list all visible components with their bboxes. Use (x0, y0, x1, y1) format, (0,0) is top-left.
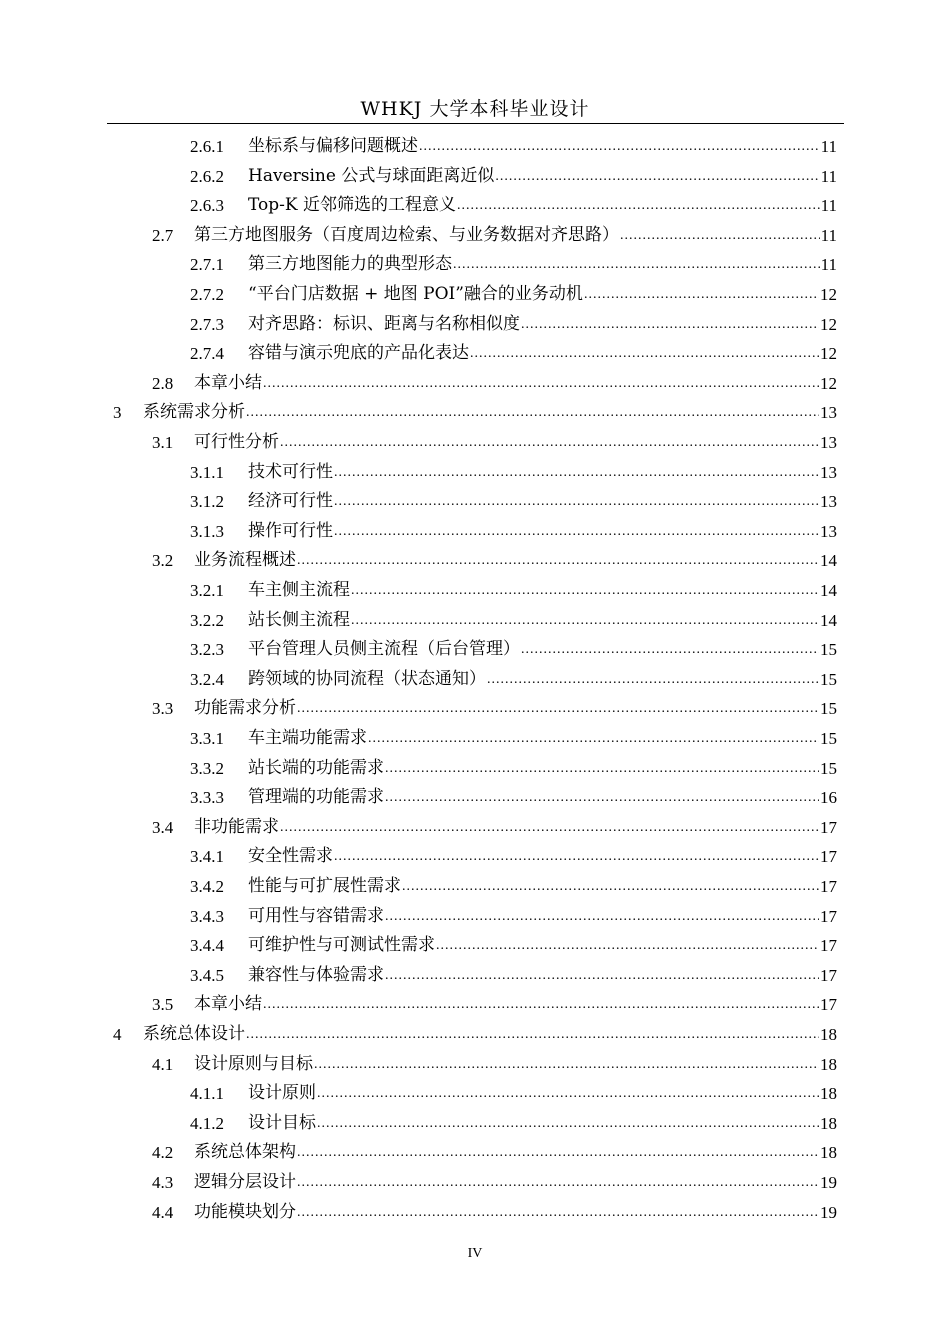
toc-leader-dots (457, 191, 820, 221)
toc-entry-number: 3.4.2 (190, 877, 224, 896)
toc-entry[interactable] (152, 1050, 837, 1080)
toc-entry-page: 18 (820, 1025, 837, 1044)
toc-entry-title: 站长侧主流程 (248, 609, 350, 630)
toc-entry[interactable] (190, 132, 837, 162)
toc-entry-title: “平台门店数据 + 地图 POI”融合的业务动机 (248, 284, 583, 304)
toc-entry-page: 12 (820, 373, 837, 393)
toc-entry-page: 11 (820, 166, 837, 186)
toc-entry-page: 17 (820, 906, 837, 926)
toc-entry-title: 功能模块划分 (194, 1201, 296, 1222)
toc-entry[interactable] (152, 369, 837, 399)
toc-entry-title: 坐标系与偏移问题概述 (248, 136, 418, 156)
toc-entry-number: 2.7 (152, 225, 174, 245)
toc-entry[interactable] (190, 162, 837, 192)
toc-leader-dots (385, 961, 819, 991)
toc-entry[interactable] (190, 310, 837, 340)
toc-entry-title: 可行性分析 (194, 432, 279, 452)
toc-entry-title: 经济可行性 (248, 491, 333, 512)
toc-entry-number: 4.2 (152, 1143, 174, 1163)
toc-entry-number: 3.4.4 (190, 936, 224, 956)
toc-entry-title: 跨领域的协同流程（状态通知） (248, 668, 486, 689)
toc-entry-number: 4.3 (152, 1173, 174, 1192)
toc-entry-number: 4.1 (152, 1054, 174, 1074)
toc-entry-page: 12 (820, 344, 837, 364)
toc-entry-page: 14 (820, 610, 837, 630)
toc-entry[interactable] (190, 931, 837, 961)
toc-leader-dots (246, 1020, 819, 1050)
toc-entry-page: 14 (820, 551, 837, 571)
toc-entry[interactable] (152, 1138, 837, 1168)
toc-entry-title: 车主侧主流程 (248, 580, 350, 600)
toc-entry-title: 系统总体设计 (143, 1024, 245, 1044)
toc-leader-dots (334, 487, 819, 517)
toc-entry[interactable] (152, 990, 837, 1020)
toc-entry[interactable] (152, 694, 837, 724)
toc-entry-number: 4 (113, 1025, 122, 1044)
toc-leader-dots (263, 990, 819, 1020)
toc-entry-title: 第三方地图服务（百度周边检索、与业务数据对齐思路） (194, 224, 619, 245)
toc-entry[interactable] (190, 458, 837, 488)
toc-entry-page: 19 (820, 1202, 837, 1222)
toc-entry-title: 功能需求分析 (194, 698, 296, 719)
toc-entry-number: 3.1.2 (190, 492, 224, 512)
toc-entry-title: 车主端功能需求 (248, 728, 367, 748)
toc-entry[interactable] (190, 872, 837, 902)
toc-leader-dots (297, 694, 819, 724)
toc-entry-number: 3.4.1 (190, 847, 224, 867)
toc-entry-title: 操作可行性 (248, 520, 333, 541)
toc-entry[interactable] (190, 754, 837, 784)
toc-entry[interactable] (152, 546, 837, 576)
toc-entry-title: 技术可行性 (248, 461, 333, 482)
toc-entry-title: 设计原则与目标 (194, 1053, 313, 1074)
header-rule (107, 123, 844, 124)
toc-leader-dots (419, 132, 820, 162)
toc-leader-dots (351, 606, 819, 636)
toc-entry-page: 18 (820, 1143, 837, 1163)
toc-entry[interactable] (152, 221, 837, 251)
toc-entry[interactable] (190, 902, 837, 932)
toc-entry[interactable] (190, 606, 837, 636)
toc-entry-number: 3.3.1 (190, 729, 224, 748)
toc-entry[interactable] (152, 813, 837, 843)
toc-leader-dots (487, 665, 819, 695)
toc-entry-title: 容错与演示兜底的产品化表达 (248, 343, 469, 364)
toc-entry[interactable] (190, 665, 837, 695)
toc-entry-page: 11 (820, 137, 837, 156)
toc-entry-title: 系统需求分析 (143, 402, 245, 423)
page-number: IV (467, 1246, 483, 1261)
toc-entry[interactable] (113, 1020, 837, 1050)
toc-entry-title: 系统总体架构 (194, 1142, 296, 1163)
toc-entry[interactable] (190, 191, 837, 221)
toc-entry-page: 13 (820, 433, 837, 452)
toc-entry-number: 2.8 (152, 373, 174, 393)
toc-entry-number: 3.3.3 (190, 788, 224, 808)
toc-entry-number: 3 (113, 403, 122, 423)
toc-entry-number: 3.1 (152, 433, 174, 452)
toc-entry-title: 本章小结 (194, 994, 262, 1015)
toc-entry-number: 3.1.1 (190, 462, 224, 482)
toc-entry-page: 12 (820, 285, 837, 304)
toc-entry-number: 2.7.3 (190, 314, 224, 334)
toc-leader-dots (317, 1109, 819, 1139)
toc-entry-page: 17 (820, 817, 837, 837)
toc-entry-page: 11 (820, 225, 837, 245)
toc-entry-number: 3.2.4 (190, 669, 224, 689)
toc-entry-page: 17 (820, 965, 837, 985)
toc-entry-title: 站长端的功能需求 (248, 757, 384, 778)
toc-entry-number: 3.3.2 (190, 758, 224, 778)
toc-entry-number: 3.2 (152, 551, 174, 571)
toc-entry[interactable] (152, 1198, 837, 1228)
toc-entry-title: 对齐思路：标识、距离与名称相似度 (248, 313, 520, 334)
toc-entry-page: 13 (820, 462, 837, 482)
toc-entry-page: 17 (820, 877, 837, 896)
toc-entry-page: 11 (820, 196, 837, 216)
toc-entry-number: 3.4.5 (190, 965, 224, 985)
toc-leader-dots (521, 310, 819, 340)
toc-leader-dots (334, 458, 819, 488)
toc-leader-dots (351, 576, 819, 606)
toc-entry-number: 3.4 (152, 817, 174, 837)
toc-entry-title: 非功能需求 (194, 816, 279, 837)
toc-entry[interactable] (190, 487, 837, 517)
toc-entry-number: 2.6.1 (190, 137, 224, 156)
toc-entry-page: 13 (820, 521, 837, 541)
toc-entry-title: 兼容性与体验需求 (248, 964, 384, 985)
toc-entry-title: 设计目标 (248, 1112, 316, 1133)
toc-leader-dots (385, 902, 819, 932)
toc-entry[interactable] (190, 576, 837, 606)
toc-entry-number: 4.1.1 (190, 1084, 224, 1104)
toc-entry[interactable] (190, 250, 837, 280)
toc-entry-page: 15 (820, 640, 837, 660)
toc-entry-page: 17 (820, 995, 837, 1015)
toc-entry[interactable] (190, 961, 837, 991)
toc-leader-dots (334, 517, 819, 547)
toc-entry-page: 13 (820, 492, 837, 512)
toc-entry[interactable] (190, 280, 837, 310)
toc-entry-number: 2.7.2 (190, 285, 224, 304)
toc-entry-number: 3.5 (152, 995, 174, 1015)
toc-entry-number: 3.2.2 (190, 610, 224, 630)
toc-entry[interactable] (190, 842, 837, 872)
toc-entry-title: 设计原则 (248, 1083, 316, 1104)
toc-entry-title: 可维护性与可测试性需求 (248, 935, 435, 956)
toc-leader-dots (280, 813, 819, 843)
toc-entry-page: 15 (820, 729, 837, 748)
toc-entry[interactable] (190, 1109, 837, 1139)
toc-entry-page: 18 (820, 1084, 837, 1104)
toc-entry-title: 第三方地图能力的典型形态 (248, 254, 452, 275)
toc-entry-page: 15 (820, 758, 837, 778)
toc-entry-number: 3.2.3 (190, 640, 224, 660)
toc-entry[interactable] (190, 517, 837, 547)
toc-leader-dots (368, 724, 819, 754)
toc-leader-dots (314, 1050, 819, 1080)
toc-entry-title: 安全性需求 (248, 846, 333, 867)
toc-leader-dots (521, 635, 819, 665)
toc-entry-page: 18 (820, 1113, 837, 1133)
toc-entry-title: 逻辑分层设计 (194, 1172, 296, 1192)
toc-entry[interactable] (113, 398, 837, 428)
toc-entry-title: 本章小结 (194, 372, 262, 393)
toc-entry-page: 12 (820, 314, 837, 334)
toc-entry[interactable] (190, 1079, 837, 1109)
toc-leader-dots (317, 1079, 819, 1109)
toc-leader-dots (402, 872, 819, 902)
toc-leader-dots (246, 398, 819, 428)
toc-entry-page: 19 (820, 1173, 837, 1192)
toc-leader-dots (334, 842, 819, 872)
toc-leader-dots (297, 546, 819, 576)
toc-leader-dots (385, 783, 819, 813)
toc-entry-number: 2.6.3 (190, 196, 224, 216)
toc-entry-title: 可用性与容错需求 (248, 905, 384, 926)
toc-entry-title: Top-K 近邻筛选的工程意义 (248, 195, 456, 216)
toc-leader-dots (620, 221, 820, 251)
toc-entry-number: 4.4 (152, 1202, 174, 1222)
toc-entry-title: 业务流程概述 (194, 550, 296, 571)
toc-entry-number: 3.2.1 (190, 581, 224, 600)
toc-entry-title: 管理端的功能需求 (248, 787, 384, 808)
toc-entry-page: 17 (820, 847, 837, 867)
toc-entry[interactable] (190, 635, 837, 665)
toc-entry-page: 14 (820, 581, 837, 600)
toc-entry[interactable] (190, 724, 837, 754)
toc-entry[interactable] (190, 339, 837, 369)
toc-entry-number: 2.6.2 (190, 166, 224, 186)
toc-leader-dots (297, 1198, 819, 1228)
toc-entry-title: Haversine 公式与球面距离近似 (248, 165, 495, 186)
toc-entry[interactable] (190, 783, 837, 813)
toc-entry-number: 3.4.3 (190, 906, 224, 926)
toc-entry-page: 11 (820, 255, 837, 275)
toc-entry-page: 18 (820, 1054, 837, 1074)
toc-entry-title: 平台管理人员侧主流程（后台管理） (248, 639, 520, 660)
toc-leader-dots (297, 1138, 819, 1168)
toc-leader-dots (263, 369, 819, 399)
toc-leader-dots (495, 162, 819, 192)
toc-leader-dots (297, 1168, 819, 1198)
toc-entry[interactable] (152, 1168, 837, 1198)
toc-entry-number: 3.3 (152, 699, 174, 719)
toc-entry-number: 3.1.3 (190, 521, 224, 541)
toc-entry-number: 2.7.1 (190, 255, 224, 275)
toc-leader-dots (584, 280, 819, 310)
toc-entry-page: 16 (820, 788, 837, 808)
toc-entry-page: 17 (820, 936, 837, 956)
toc-leader-dots (470, 339, 819, 369)
toc-entry[interactable] (152, 428, 837, 458)
toc-leader-dots (280, 428, 819, 458)
toc-entry-page: 15 (820, 699, 837, 719)
toc-leader-dots (385, 754, 819, 784)
page-header: WHKJ 大学本科毕业设计 (360, 98, 590, 120)
toc-entry-page: 13 (820, 403, 837, 423)
toc-entry-title: 性能与可扩展性需求 (248, 876, 401, 896)
toc-entry-page: 15 (820, 669, 837, 689)
toc-leader-dots (436, 931, 819, 961)
toc-leader-dots (453, 250, 820, 280)
toc-entry-number: 2.7.4 (190, 344, 224, 364)
toc-entry-number: 4.1.2 (190, 1113, 224, 1133)
